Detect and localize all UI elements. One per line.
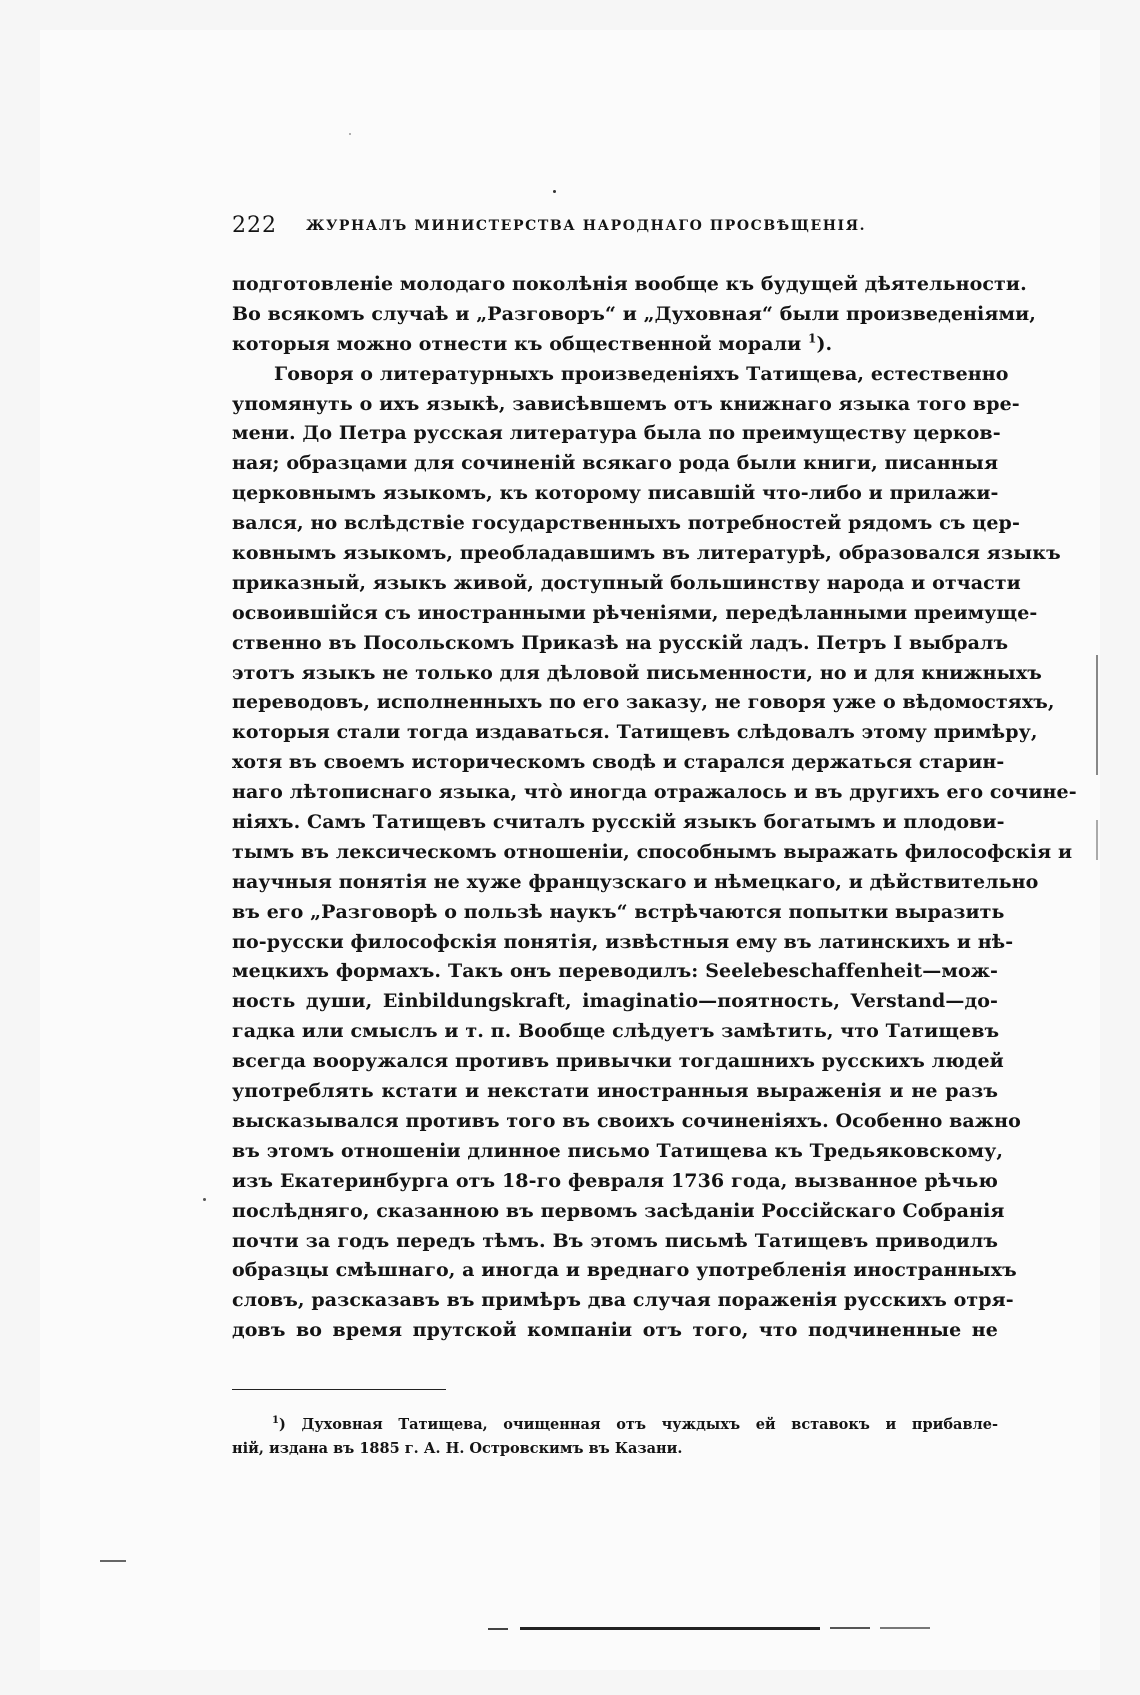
- text-line: хотя въ своемъ историческомъ сводѣ и старался держаться старин-: [232, 751, 1005, 774]
- text-line: ніяхъ. Самъ Татищевъ считалъ русскій языкъ богатымъ и плодови-: [232, 811, 1005, 834]
- text-line: высказывался противъ того въ своихъ сочиненіяхъ. Особенно важно: [232, 1109, 1021, 1132]
- text-line: мени. До Петра русская литература была по преимуществу церков-: [232, 422, 1001, 445]
- footnote-separator: [232, 1389, 446, 1390]
- scan-edge-mark: [880, 1627, 930, 1629]
- text-line: ная; образцами для сочиненій всякаго рода были книги, писанныя: [232, 452, 999, 475]
- text-line: почти за годъ передъ тѣмъ. Въ этомъ письмѣ Татищевъ приводилъ: [232, 1229, 998, 1252]
- footnote-marker: 1: [272, 1415, 279, 1427]
- text-line: всегда вооружался противъ привычки тогдашнихъ русскихъ людей: [232, 1050, 1004, 1073]
- footnote-line: ній, издана въ 1885 г. А. Н. Островскимъ въ Казани.: [232, 1440, 683, 1457]
- scan-edge-mark: [488, 1628, 508, 1630]
- text-line: подготовленіе молодаго поколѣнія вообще къ будущей дѣятельности.: [232, 273, 1027, 295]
- text-line: наго лѣтописнаго языка, что̀ иногда отражалось и въ другихъ его сочине-: [232, 781, 1077, 804]
- text-line: приказный, языкъ живой, доступный большинству народа и отчасти: [232, 571, 1021, 594]
- text-line: вался, но вслѣдствіе государственныхъ потребностей рядомъ съ цер-: [232, 512, 1020, 535]
- footnote-text: ) Духовная Татищева, очищенная отъ чуждыхъ ей вставокъ и прибавле-: [278, 1416, 998, 1433]
- scan-edge-mark: [1096, 655, 1098, 775]
- footnotes: [232, 1413, 998, 1461]
- scan-edge-mark: [520, 1627, 820, 1630]
- text-line: упомянуть о ихъ языкѣ, зависѣвшемъ отъ книжнаго языка того вре-: [232, 392, 1020, 415]
- text-line: гадка или смыслъ и т. п. Вообще слѣдуетъ замѣтить, что Татищевъ: [232, 1020, 1000, 1043]
- running-title: ЖУРНАЛЪ МИНИСТЕРСТВА НАРОДНАГО ПРОСВѢЩЕНІЯ.: [306, 218, 867, 234]
- text-line: церковнымъ языкомъ, къ которому писавшій что-либо и прилажи-: [232, 482, 999, 505]
- text-line: довъ во время прутской компаніи отъ того, что подчиненные не: [232, 1319, 998, 1342]
- scan-speck: [203, 1198, 206, 1201]
- footnote-reference: 1: [807, 331, 817, 346]
- text-line: по-русски философскія понятія, извѣстныя ему въ латинскихъ и нѣ-: [232, 930, 1014, 953]
- scan-edge-mark: [830, 1627, 870, 1629]
- scan-speck: [349, 133, 351, 135]
- page-header: [232, 213, 998, 243]
- footnote-line: [232, 1413, 998, 1437]
- text-line-content: которыя можно отнести къ общественной морали: [232, 332, 802, 355]
- text-line: [232, 330, 998, 360]
- text-line: словъ, разсказавъ въ примѣръ два случая пораженія русскихъ отря-: [232, 1289, 1014, 1312]
- scan-edge-mark: [100, 1560, 126, 1562]
- text-line: послѣдняго, сказанною въ первомъ засѣданіи Россійскаго Собранія: [232, 1199, 1005, 1222]
- scan-speck: [553, 190, 556, 193]
- text-line: освоившійся съ иностранными рѣченіями, передѣланными преимуще-: [232, 601, 1038, 624]
- text-line: тымъ въ лексическомъ отношеніи, способнымъ выражать философскія и: [232, 840, 1073, 863]
- text-line: мецкихъ формахъ. Такъ онъ переводилъ: Seelebeschaffenheit—мож-: [232, 960, 998, 983]
- text-line: переводовъ, исполненныхъ по его заказу, не говоря уже о вѣдомостяхъ,: [232, 691, 1055, 714]
- text-line: употреблять кстати и некстати иностранныя выраженія и не разъ: [232, 1080, 998, 1103]
- text-line: ственно въ Посольскомъ Приказѣ на русскій ладъ. Петръ I выбралъ: [232, 631, 1009, 654]
- text-line: Во всякомъ случаѣ и „Разговоръ“ и „Духовная“ были произведеніями,: [232, 302, 1037, 325]
- text-line: ность души, Einbildungskraft, imaginatio—поятность, Verstand—до-: [232, 990, 998, 1013]
- main-text: [232, 270, 1077, 1346]
- footnote-reference-close: ).: [816, 332, 833, 355]
- text-line: въ его „Разговорѣ о пользѣ наукъ“ встрѣчаются попытки выразить: [232, 900, 1005, 923]
- text-line: Говоря о литературныхъ произведеніяхъ Татищева, естественно: [274, 362, 1009, 385]
- text-line: изъ Екатеринбурга отъ 18-го февраля 1736 года, вызванное рѣчью: [232, 1169, 998, 1192]
- text-line: научныя понятія не хуже французскаго и нѣмецкаго, и дѣйствительно: [232, 870, 1039, 893]
- text-line: въ этомъ отношеніи длинное письмо Татищева къ Тредьяковскому,: [232, 1139, 1004, 1162]
- page-number: 222: [232, 213, 277, 238]
- text-line: этотъ языкъ не только для дѣловой письменности, но и для книжныхъ: [232, 661, 1042, 684]
- text-line: образцы смѣшнаго, а иногда и вреднаго употребленія иностранныхъ: [232, 1259, 1017, 1282]
- scan-edge-mark: [1096, 820, 1098, 860]
- text-line: которыя стали тогда издаваться. Татищевъ слѣдовалъ этому примѣру,: [232, 721, 1038, 744]
- text-line: ковнымъ языкомъ, преобладавшимъ въ литературѣ, образовался языкъ: [232, 542, 1061, 565]
